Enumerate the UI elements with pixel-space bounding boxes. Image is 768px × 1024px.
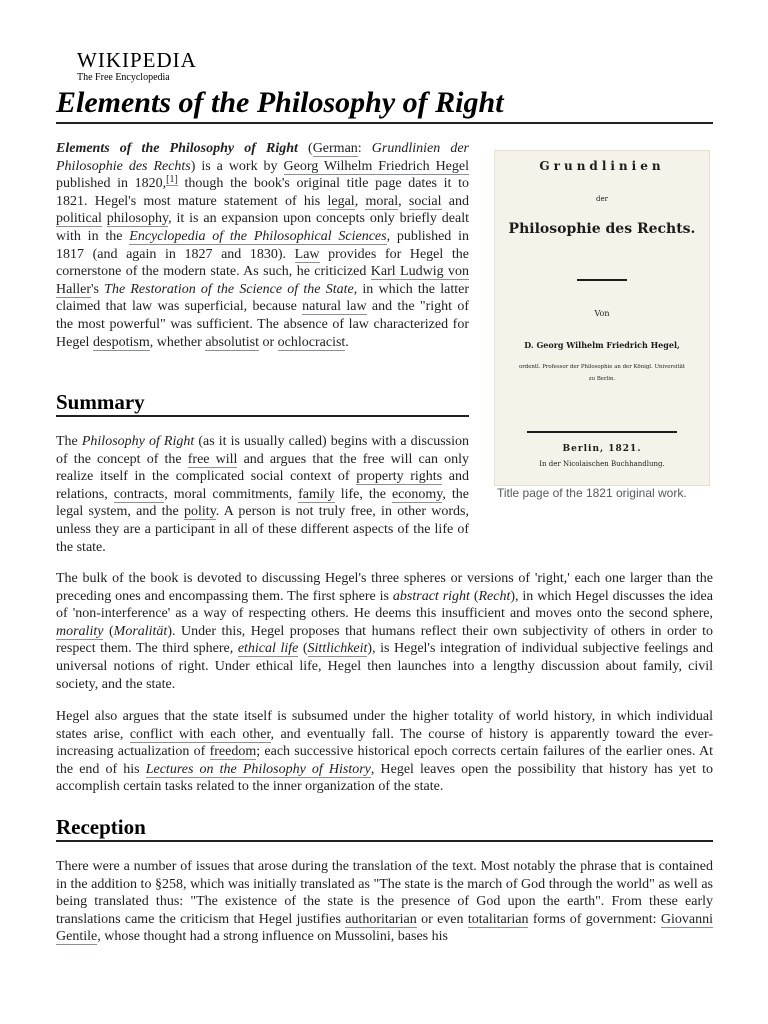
bold-title: Elements of the Philosophy of Right — [56, 141, 298, 156]
link-authoritarian[interactable]: authoritarian — [345, 911, 417, 927]
link-contracts[interactable]: contracts — [113, 486, 165, 502]
link-moral[interactable]: moral — [365, 193, 399, 209]
title-page-image[interactable] — [494, 150, 710, 486]
reference-1[interactable]: [1] — [166, 173, 178, 185]
link-ochlocracist[interactable]: ochlocracist — [277, 334, 346, 350]
summary-paragraph-1: The Philosophy of Right (as it is usually called) begins with a discussion of the concept of the free will and argues that the free will can only realize itself in the complicated social context of property rights and relations, contracts, moral commitments, family life, the economy, the legal system, and the polity. A person is not truly free, in other words, unless they are a participant in all of these different aspects of the life of the state. — [56, 434, 469, 555]
page-title: Elements of the Philosophy of Right — [56, 84, 713, 124]
summary-paragraph-2: The bulk of the book is devoted to discussing Hegel's three spheres or versions of 'right,' each one larger than the preceding ones and encompassing them. The first sphere is abstract right (Recht), in which Hegel discusses the idea of 'non-interference' as a way of respecting others. He deems this insufficient and moves onto the second sphere, morality (Moralität). Under this, Hegel proposes that humans reflect their own subjectivity of others in order to respect them. The third sphere, ethical life (Sittlichkeit), is Hegel's integration of individual subjective feelings and universal notions of right. Under ethical life, Hegel then launches into a lengthy discussion about family, civil society, and the state. — [56, 571, 713, 692]
fig-line-5: D. Georg Wilhelm Friedrich Hegel, — [524, 340, 680, 350]
fig-line-2: der — [596, 195, 608, 203]
link-property-rights[interactable]: property rights — [356, 469, 443, 485]
wikipedia-tagline: The Free Encyclopedia — [77, 72, 170, 83]
wikipedia-wordmark[interactable]: WIKIPEDIA — [77, 48, 197, 72]
fig-line-8: Berlin, 1821. — [562, 444, 642, 454]
fig-line-7: zu Berlin. — [588, 376, 616, 382]
summary-paragraph-3: Hegel also argues that the state itself is subsumed under the higher totality of world history, in which individual states arise, conflict with each other, and eventually fall. The course of history is apparently toward the ever-increasing actualization of freedom; each successive historical epoch corrects certain failures of the earlier ones. At the end of his Lectures on the Philosophy of History, Hegel leaves open the possibility that history has yet to accomplish certain tasks related to the inner organization of the state. — [56, 709, 714, 795]
link-hegel[interactable]: Georg Wilhelm Friedrich Hegel — [283, 158, 469, 174]
link-gentile[interactable]: Giovanni Gentile — [56, 911, 713, 945]
link-freedom[interactable]: freedom — [209, 744, 257, 760]
link-polity[interactable]: polity — [184, 504, 216, 520]
link-social[interactable]: social — [408, 193, 442, 209]
link-morality[interactable]: morality — [56, 623, 104, 639]
link-free-will[interactable]: free will — [187, 451, 238, 467]
link-lectures-history[interactable]: Lectures on the Philosophy of History — [145, 761, 371, 777]
link-conflict[interactable]: conflict with each other — [129, 726, 271, 742]
link-haller[interactable]: Karl Ludwig von Haller — [56, 264, 469, 297]
link-encyclopedia[interactable]: Encyclopedia of the Philosophical Sciences — [129, 228, 387, 244]
link-sittlichkeit[interactable]: Sittlichkeit — [307, 641, 368, 657]
fig-divider-bottom — [527, 431, 677, 433]
fig-line-6: ordentl. Professor der Philosophie an der Königl. Universität — [518, 364, 686, 370]
fig-line-4: Von — [594, 309, 610, 318]
fig-divider-top — [577, 279, 627, 281]
link-despotism[interactable]: despotism — [92, 334, 150, 350]
link-family[interactable]: family — [298, 486, 335, 502]
fig-line-3: Philosophie des Rechts. — [508, 221, 696, 237]
heading-summary: Summary — [56, 389, 469, 417]
reception-paragraph-1: There were a number of issues that arose during the translation of the text. Most notably the phrase that is contained in the addition to §258, which was initially translated as "The state is the march of God through the world" as well as being translated thus: "The existence of the state is the presence of God upon the earth". From these early translations came the criticism that Hegel justifies authoritarian or even totalitarian forms of government: Giovanni Gentile, whose thought had a strong influence on Mussolini, bases his — [56, 859, 713, 945]
link-economy[interactable]: economy — [391, 486, 443, 502]
link-totalitarian[interactable]: totalitarian — [467, 911, 529, 927]
link-law[interactable]: Law — [294, 246, 320, 262]
fig-line-9: In der Nicolaischen Buchhandlung. — [539, 460, 665, 468]
fig-line-1: Grundlinien — [539, 159, 665, 173]
link-political[interactable]: political — [56, 211, 102, 227]
heading-reception: Reception — [56, 814, 713, 842]
link-german[interactable]: German — [312, 141, 358, 156]
link-natural-law[interactable]: natural law — [302, 299, 367, 315]
link-legal[interactable]: legal — [327, 193, 355, 209]
link-philosophy[interactable]: philosophy — [106, 211, 169, 227]
link-ethical-life[interactable]: ethical life — [237, 641, 299, 657]
intro-paragraph: Elements of the Philosophy of Right (German: Grundlinien der Philosophie des Rechts) is a work by Georg Wilhelm Friedrich Hegel published in 1820,[1] though the book's original title page dates it to 1821. Hegel's most mature statement of his legal, moral, social and political philosophy, it is an expansion upon concepts only briefly dealt with in the Encyclopedia of the Philosophical Sciences, published in 1817 (and again in 1827 and 1830). Law provides for Hegel the cornerstone of the modern state. As such, he criticized Karl Ludwig von Haller's The Restoration of the Science of the State, in which the latter claimed that law was superficial, because natural law and the "right of the most powerful" was sufficient. The absence of law characterized for Hegel despotism, whether absolutist or ochlocracist. — [56, 141, 470, 350]
link-absolutist[interactable]: absolutist — [205, 334, 259, 350]
figure-caption: Title page of the 1821 original work. — [497, 486, 687, 500]
